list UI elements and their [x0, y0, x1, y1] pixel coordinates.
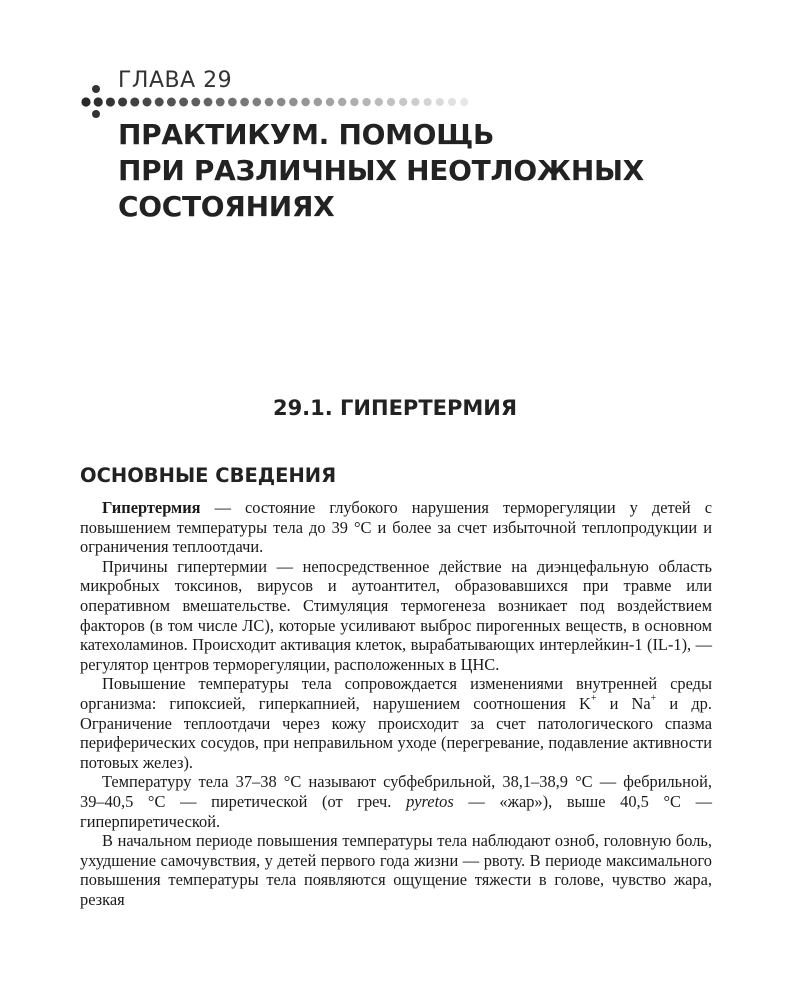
paragraph-3-text-a: Повышение температуры тела сопровождается изменениями внутренней среды организма: гипоксией, гиперкапнией, нарушением соотношения K — [80, 674, 712, 713]
decorative-dot — [142, 97, 151, 106]
decorative-dot — [326, 98, 334, 106]
decorative-dot — [179, 98, 188, 107]
decorative-dot — [252, 98, 261, 107]
body-text — [80, 498, 712, 909]
decorative-dot — [106, 97, 115, 106]
chapter-title-line-3: СОСТОЯНИЯХ — [118, 190, 335, 223]
decorative-dot — [350, 98, 358, 106]
section-title: 29.1. ГИПЕРТЕРМИЯ — [272, 396, 518, 420]
decorative-dot — [424, 98, 432, 106]
decorative-dot — [92, 85, 100, 93]
decorative-dot — [277, 98, 286, 107]
chapter-title-line-1: ПРАКТИКУМ. ПОМОЩЬ — [118, 118, 495, 151]
decorative-dot — [265, 98, 274, 107]
decorative-dot — [204, 98, 213, 107]
superscript-plus: + — [590, 693, 597, 705]
decorative-dot — [289, 98, 298, 107]
paragraph-5: В начальном периоде повышения температуры тела наблюдают озноб, головную боль, ухудшение самочувствия, у детей первого года жизни — рвоту. В периоде максимального повышения температуры тела появляются ощущение тяжести в голове, чувство жара, резкая — [80, 831, 712, 909]
paragraph-1 — [80, 498, 712, 557]
italic-term: pyretos — [406, 791, 454, 811]
decorative-dot — [375, 98, 383, 106]
decorative-dot — [314, 98, 322, 106]
paragraph-4-text-b: — «жар»), выше 40,5 °С — гиперпиретической. — [80, 791, 712, 831]
decorative-dot — [167, 98, 176, 107]
subsection-title: ОСНОВНЫЕ СВЕДЕНИЯ — [80, 464, 337, 487]
decorative-dot — [448, 98, 456, 106]
decorative-dot — [81, 97, 90, 106]
decorative-dot — [216, 98, 225, 107]
decorative-dot — [155, 98, 164, 107]
paragraph-1-text: — состояние глубокого нарушения терморегуляции у детей с повышением температуры тела до 39 °С и более за счет избыточной теплопродукции и ограничения теплоотдачи. — [80, 498, 712, 557]
decorative-dot — [94, 97, 103, 106]
paragraph-3-text-c: и др. Ограничение теплоотдачи через кожу происходит за счет патологического спазма периферических сосудов, при неправильном уходе (перегревание, подавление активности потовых желез). — [80, 693, 712, 772]
term-hyperthermia: Гипертермия — [102, 498, 201, 517]
paragraph-4 — [80, 772, 712, 831]
decorative-dot — [338, 98, 346, 106]
decorative-dot — [460, 98, 468, 106]
decorative-dot — [92, 110, 100, 118]
chapter-title — [118, 117, 644, 225]
decorative-dot — [301, 98, 310, 107]
paragraph-3 — [80, 674, 712, 772]
decorative-dot — [191, 98, 200, 107]
decorative-dot — [228, 98, 237, 107]
decorative-dot — [362, 98, 370, 106]
decorative-dot — [130, 97, 139, 106]
decorative-dot — [387, 98, 395, 106]
paragraph-2: Причины гипертермии — непосредственное действие на диэнцефальную область микробных токсинов, вирусов и аутоантител, образовавшихся при травме или оперативном вмешательстве. Стимуляция термогенеза возникает под воздействием факторов (в том числе ЛС), которые усиливают выброс пирогенных веществ, в основном катехоламинов. Происходит активация клеток, вырабатывающих интерлейкин-1 (IL-1), — регулятор центров терморегуляции, расположенных в ЦНС. — [80, 556, 712, 674]
paragraph-3-text-b: и Na — [596, 693, 651, 713]
decorative-dot — [436, 98, 444, 106]
decorative-dot — [118, 97, 127, 106]
chapter-label: ГЛАВА 29 — [118, 68, 233, 93]
paragraph-4-text-a: Температуру тела 37–38 °С называют субфебрильной, 38,1–38,9 °С — фебрильной, 39–40,5 °С — пиретической (от греч. — [80, 772, 712, 811]
chapter-title-line-2: ПРИ РАЗЛИЧНЫХ НЕОТЛОЖНЫХ — [118, 154, 644, 187]
decorative-dot — [399, 98, 407, 106]
decorative-dot — [240, 98, 249, 107]
decorative-dot — [411, 98, 419, 106]
superscript-plus: + — [650, 693, 657, 705]
